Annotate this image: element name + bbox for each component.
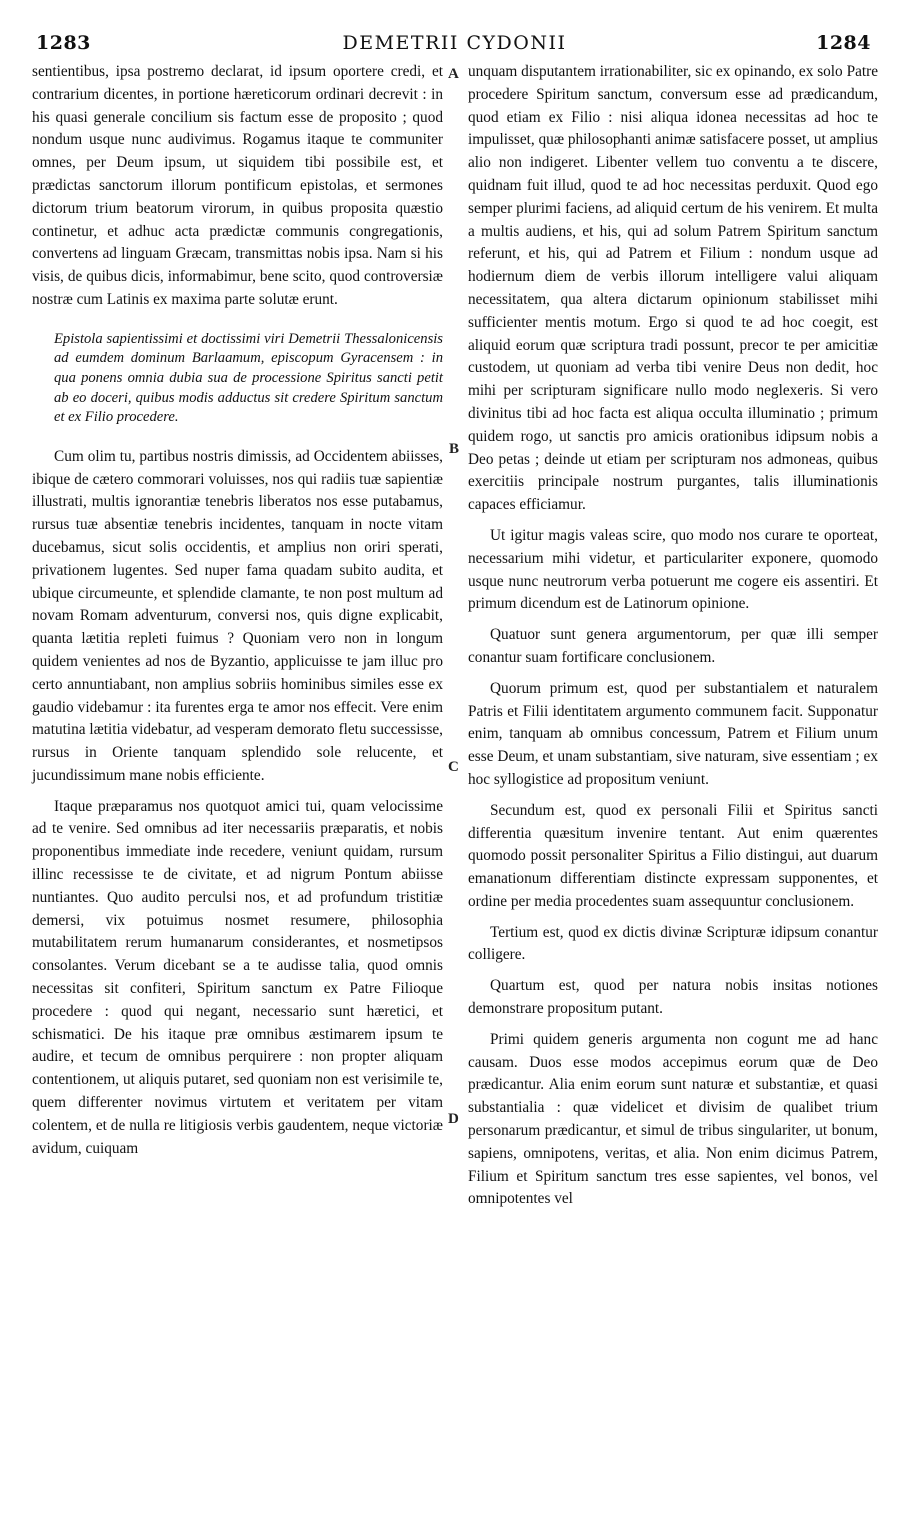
paragraph: sentientibus, ipsa postremo declarat, id ipsum oportere credi, et contrarium dicentes, in portione hæreticorum ordinari decrevit : in his quasi generale concilium sis factum esse de proposito ; quod nondum usque nunc audivimus. Rogamus itaque te communiter omnes, per Deum ipsum, ut siquidem tibi possibile est, et prædictas sanctorum illorum pontificum epistolas, et sermones dictorum trium beatorum virorum, in quibus proposita quæstio continetur, et adhuc acta prædictæ communis congregationis, convertens ad linguam Græcam, transmittas nobis ipsa. Nam si his visis, de quibus dicis, informabimur, bene scito, quod controversiæ nostræ cum Latinis ex maxima parte solutæ erunt. — [32, 63, 443, 308]
paragraph: Primi quidem generis argumenta non cogunt me ad hanc causam. Duos esse modos accepimus eorum quæ de Deo prædicantur. Alia enim eorum sunt naturæ et substantiæ, et quasi substantialia : quæ videlicet et divisim de qualibet trium personarum prædicantur, et simul de tribus singulariter, ut bonum, sapiens, omnipotens, veritas, et alia. Non enim dicimus Patrem, Filium et Spiritum sanctum tres esse sapientes, vel bonos, vel omnipotentes vel — [468, 1030, 878, 1208]
paragraph: Quatuor sunt genera argumentorum, per quæ illi semper conantur suam fortificare conclusionem. — [468, 626, 878, 666]
paragraph: Itaque præparamus nos quotquot amici tui, quam velocissime ad te venire. Sed omnibus ad iter necessariis præparatis, et nobis proponentibus immediate inde recedere, veniunt quidam, rursum illinc recessisse te de civitate, et ad nigrum Pontum abiisse nuntiantes. Quo audito perculsi nos, et ad profundum tristitiæ demersi, vix potuimus nosmet resumere, philosophia mutabilitatem rerum humanarum considerantes, et nosmetipsos consolantes. Verum dicebant se a te audisse talia, quod omnis necessitas sit confiteri, Spiritum sanctum ex Patre Filioque procedere : quod qui negant, necessario sunt hæretici, et schismatici. De his itaque præ omnibus æstimarem ipsum te audire, et tecum de omnibus perquirere : non propter aliquam contentionem, ut aliquis putaret, sed quoniam non est verisimile te, quem differenter novimus virtutem et veritatem per vitam colentem, et de nulla re litigiosis verbis gaudentem, neque victoriæ avidum, cuiquam — [32, 797, 443, 1157]
left-column — [32, 61, 443, 1160]
paragraph: Secundum est, quod ex personali Filii et Spiritus sancti differentia quæsitum invenire tentant. Aut enim quærentes quomodo possit personaliter Spiritus a Filio distingui, aut duarum emanationum differentiam distincte expressam supponentes, et ordine per media procedentes suam assequuntur conclusionem. — [468, 801, 878, 910]
page-number-right: 1284 — [816, 32, 871, 54]
right-column — [468, 61, 878, 1211]
paragraph: Quorum primum est, quod per substantialem et naturalem Patris et Filii identitatem argumento communem facit. Supponatur enim, tanquam ab omnibus concessum, Patrem et Filium unum esse Deum, et unam substantiam, sive naturam, sive essentiam ; ex hoc syllogistice ad propositum veniunt. — [468, 679, 878, 788]
paragraph: Cum olim tu, partibus nostris dimissis, ad Occidentem abiisses, ibique de cætero commorari voluisses, nos qui radiis tuæ sapientiæ illustrati, multis ignorantiæ tenebris liberatos nos esse putabamus, rursus tuæ absentiæ tenebris incidentes, tanquam in nocte vitam ducebamus, sicut solis occidentis, et amplius non oriri sperati, privationem lugentes. Sed nuper fama quadam subito audita, et ubique circumeunte, et splendide clamante, te non post multum ad novam Romam adventurum, conversi nos, quis digne explicabit, quanta lætitia repleti fuimus ? Quoniam vero non in longum quidem venientes ad nos de Byzantio, applicuisse te jam illuc pro certo annuntiabant, non amplius sobriis hominibus similes esse ex gaudio videbamur : ita furentes erga te amor nos effecit. Vere enim matutina lætitia videbatur, ad vesperam demorato fletu successisse, rursus in Oriente tanquam splendido sole relucente, et jucundissimum mane nobis efficiente. — [32, 447, 444, 784]
epistle-heading: Epistola sapientissimi et doctissimi viri Demetrii Thessalonicensis ad eumdem dominum Barlaamum, episcopum Gyracensem : in qua ponens omnia dubia sua de processione Spiritus sancti petit ab eo doceri, quibus modis adductus sit credere Spiritum sanctum et ex Filio procedere. — [54, 330, 443, 426]
paragraph: Ut igitur magis valeas scire, quo modo nos curare te oporteat, necessarium mihi videtur, et particulariter exponere, quomodo usque nunc neutrorum verba potuerunt me cogere eis assentiri. Et primum dicendum est de Latinorum opinione. — [468, 526, 878, 613]
page-number-left: 1283 — [36, 32, 91, 54]
running-title: DEMETRII CYDONII — [342, 32, 567, 54]
paragraph: Tertium est, quod ex dictis divinæ Scripturæ idipsum conantur colligere. — [468, 923, 878, 964]
running-header — [0, 32, 909, 56]
margin-letter-b: B — [449, 441, 460, 457]
paragraph: unquam disputantem irrationabiliter, sic ex opinando, ex solo Patre procedere Spiritum sanctum, conversum esse ad prædicandum, quod etiam ex Filio : nisi aliqua idonea necessitas ad hoc te impulisset, quæ philosophanti animæ satisfacere posset, ut amplius alio non indigeret. Libenter vellem tuo conventu a te discere, quidnam fuit illud, quod te ad hoc necessitas perduxit. Quod ego semper plurimi faciens, ad aliquid certum de his venirem. Et multa a multis audiens, et his, qui ad solum Patrem Spiritum sanctum referunt, et his, qui ad Patrem et Filium : nondum usque ad hodiernum diem de verbis illorum intelligere valui aliquam necessitatem, qua altera dictarum opinionum stabilisset mihi sufficienter mentis motum. Ergo si quod te ad hoc coegit, est aliquid eorum quæ scriptura tradi possunt, precor te per amicitiæ custodem, ut quoniam ad verba tibi venire Deus non dedit, hoc mihi per scripturam significare nullo modo neglexeris. Si vero divinitus tibi ad hoc facta est aliqua occulta illuminatio ; primum quidem rogo, ut sanctis pro amicis orationibus idipsum nobis a Deo petas ; deinde ut etiam per scripturam nos admoneas, quibus exercitiis principale nostrum purgantes, talis illuminationis capaces efficiamur. — [468, 63, 878, 514]
margin-letter-c: C — [448, 759, 459, 775]
margin-letter-d: D — [448, 1111, 459, 1127]
margin-letter-a: A — [448, 66, 459, 82]
paragraph: Quartum est, quod per natura nobis insitas notiones demonstrare propositum putant. — [468, 977, 878, 1018]
